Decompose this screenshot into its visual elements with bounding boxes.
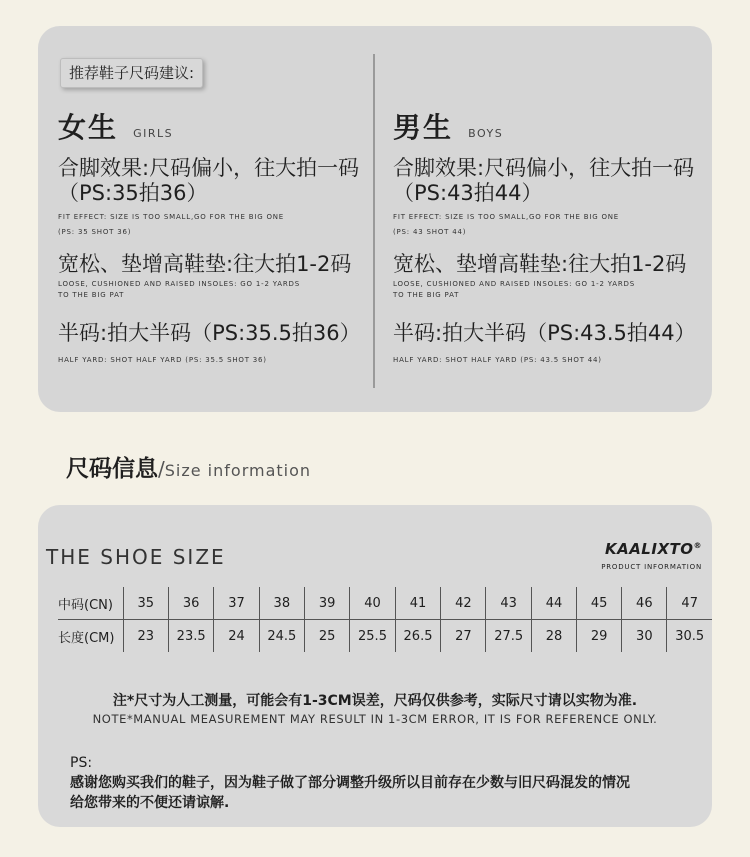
boys-fit-cn-1: 合脚效果:尺码偏小，往大拍一码 bbox=[393, 156, 695, 180]
cm-length-cell: 29 bbox=[577, 620, 622, 653]
girls-loose-en-1: LOOSE, CUSHIONED AND RAISED INSOLES: GO 1-2 YARDS bbox=[58, 280, 300, 288]
cn-size-cell: 40 bbox=[350, 587, 396, 620]
cm-length-cell: 25.5 bbox=[350, 620, 396, 653]
girls-half-en: HALF YARD: SHOT HALF YARD (PS: 35.5 SHOT 36) bbox=[58, 356, 267, 364]
table-row bbox=[58, 587, 712, 620]
cm-length-cell: 27 bbox=[441, 620, 486, 653]
ps-line-1: 感谢您购买我们的鞋子，因为鞋子做了部分调整升级所以目前存在少数与旧尺码混发的情况 bbox=[70, 775, 630, 791]
girls-fit-block bbox=[58, 156, 368, 236]
boys-title-en: BOYS bbox=[468, 127, 504, 140]
girls-half-cn: 半码:拍大半码（PS:35.5拍36） bbox=[58, 321, 361, 345]
size-info-title-cn: 尺码信息 bbox=[66, 456, 158, 482]
boys-loose-en-2: TO THE BIG PAT bbox=[393, 291, 460, 299]
cm-length-cell: 23 bbox=[123, 620, 168, 653]
boys-column bbox=[393, 106, 703, 364]
girls-fit-en-1: FIT EFFECT: SIZE IS TOO SMALL,GO FOR THE BIG ONE bbox=[58, 213, 285, 221]
girls-half-block bbox=[58, 321, 368, 364]
cn-size-cell: 39 bbox=[305, 587, 350, 620]
cn-size-cell: 44 bbox=[531, 587, 576, 620]
brand-block bbox=[601, 540, 702, 571]
cn-size-cell: 38 bbox=[259, 587, 305, 620]
cn-size-cell: 47 bbox=[667, 587, 712, 620]
cm-length-cell: 27.5 bbox=[486, 620, 532, 653]
size-info-separator: / bbox=[158, 457, 165, 481]
cm-length-cell: 28 bbox=[531, 620, 576, 653]
girls-loose-cn: 宽松、垫增高鞋垫:往大拍1-2码 bbox=[58, 252, 352, 276]
note-cn: 注*尺寸为人工测量，可能会有1-3CM误差，尺码仅供参考，实际尺寸请以实物为准. bbox=[112, 693, 638, 709]
cm-length-cell: 25 bbox=[305, 620, 350, 653]
boys-fit-en-2: (PS: 43 SHOT 44) bbox=[393, 228, 467, 236]
registered-mark: ® bbox=[693, 541, 702, 550]
cm-length-cell: 24.5 bbox=[259, 620, 305, 653]
boys-loose-cn: 宽松、垫增高鞋垫:往大拍1-2码 bbox=[393, 252, 687, 276]
cn-size-cell: 35 bbox=[123, 587, 168, 620]
ps-block bbox=[70, 753, 630, 813]
boys-half-block bbox=[393, 321, 703, 364]
girls-fit-cn-2: （PS:35拍36） bbox=[58, 181, 208, 205]
cn-size-cell: 43 bbox=[486, 587, 532, 620]
cn-row-label: 中码(CN) bbox=[58, 587, 123, 620]
boys-half-en: HALF YARD: SHOT HALF YARD (PS: 43.5 SHOT 44) bbox=[393, 356, 602, 364]
boys-fit-en-1: FIT EFFECT: SIZE IS TOO SMALL,GO FOR THE BIG ONE bbox=[393, 213, 620, 221]
recommend-badge: 推荐鞋子尺码建议: bbox=[60, 58, 203, 88]
cm-length-cell: 30 bbox=[622, 620, 667, 653]
size-info-title-en: Size information bbox=[164, 461, 312, 480]
cm-length-cell: 23.5 bbox=[168, 620, 214, 653]
brand-name: KAALIXTO bbox=[604, 540, 694, 558]
cn-size-cell: 37 bbox=[214, 587, 259, 620]
ps-line-2: 给您带来的不便还请谅解. bbox=[70, 795, 230, 811]
size-table bbox=[58, 587, 712, 652]
size-recommendation-panel bbox=[38, 26, 712, 412]
ps-label: PS: bbox=[70, 755, 93, 771]
girls-title bbox=[58, 106, 368, 148]
girls-fit-en-2: (PS: 35 SHOT 36) bbox=[58, 228, 132, 236]
column-divider bbox=[373, 54, 375, 388]
boys-half-cn: 半码:拍大半码（PS:43.5拍44） bbox=[393, 321, 696, 345]
cn-size-cell: 45 bbox=[577, 587, 622, 620]
size-chart-panel bbox=[38, 505, 712, 827]
boys-fit-block bbox=[393, 156, 703, 236]
cm-length-cell: 26.5 bbox=[395, 620, 441, 653]
boys-title-cn: 男生 bbox=[393, 111, 454, 144]
girls-fit-cn-1: 合脚效果:尺码偏小，往大拍一码 bbox=[58, 156, 360, 180]
table-row bbox=[58, 620, 712, 653]
cn-size-cell: 36 bbox=[168, 587, 214, 620]
girls-loose-en-2: TO THE BIG PAT bbox=[58, 291, 125, 299]
girls-column bbox=[58, 106, 368, 364]
girls-title-cn: 女生 bbox=[58, 111, 119, 144]
brand-subtitle: PRODUCT INFORMATION bbox=[601, 563, 702, 571]
cn-size-cell: 41 bbox=[395, 587, 441, 620]
cm-length-cell: 30.5 bbox=[667, 620, 712, 653]
cm-length-cell: 24 bbox=[214, 620, 259, 653]
shoe-size-heading: THE SHOE SIZE bbox=[46, 545, 226, 569]
brand-logo bbox=[601, 540, 702, 558]
boys-loose-block bbox=[393, 252, 703, 299]
size-info-heading bbox=[66, 450, 311, 483]
cm-row-label: 长度(CM) bbox=[58, 630, 115, 646]
boys-loose-en-1: LOOSE, CUSHIONED AND RAISED INSOLES: GO 1-2 YARDS bbox=[393, 280, 635, 288]
cn-size-cell: 42 bbox=[441, 587, 486, 620]
note-en: NOTE*MANUAL MEASUREMENT MAY RESULT IN 1-3CM ERROR, IT IS FOR REFERENCE ONLY. bbox=[92, 712, 658, 726]
girls-loose-block bbox=[58, 252, 368, 299]
girls-title-en: GIRLS bbox=[133, 127, 174, 140]
boys-title bbox=[393, 106, 703, 148]
boys-fit-cn-2: （PS:43拍44） bbox=[393, 181, 543, 205]
cn-size-cell: 46 bbox=[622, 587, 667, 620]
